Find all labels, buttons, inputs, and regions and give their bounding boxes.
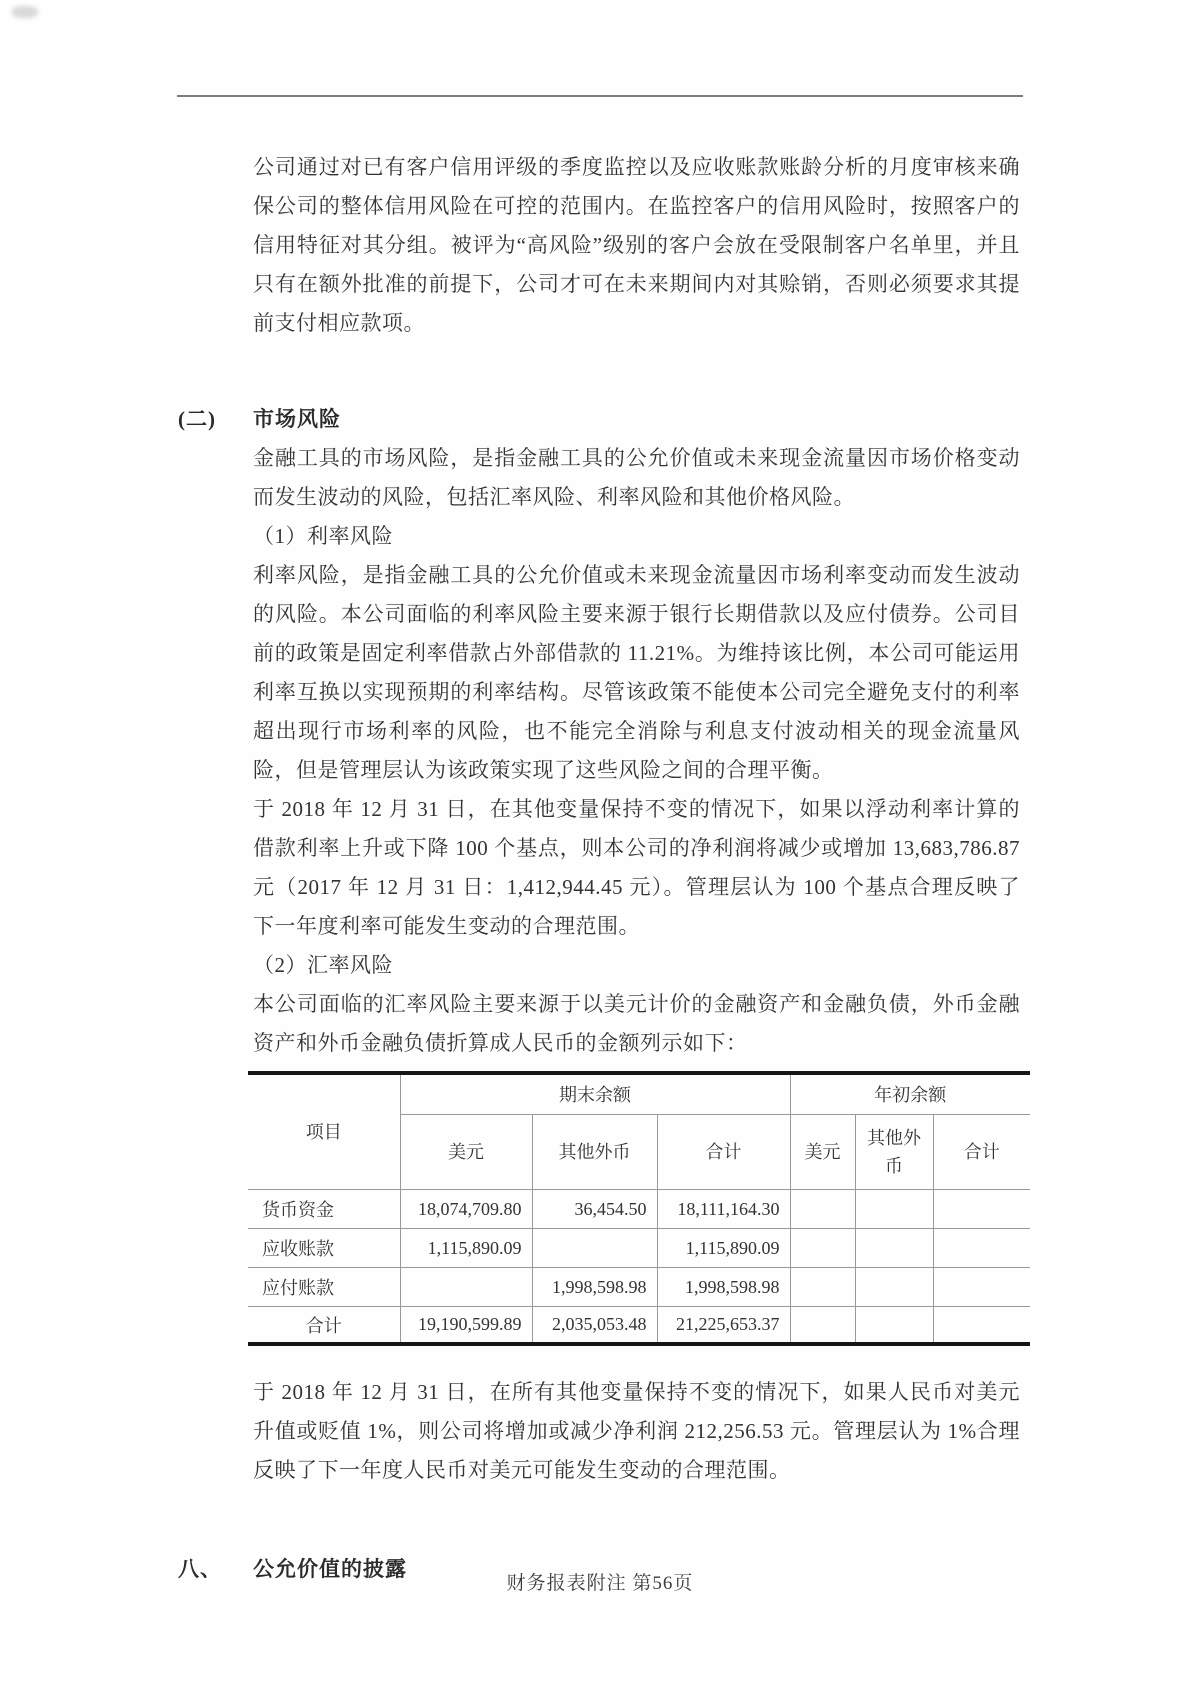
- table-cell-value: [855, 1268, 933, 1307]
- table-cell-value: [790, 1307, 855, 1345]
- paragraph-exchange-rate-sensitivity: 于 2018 年 12 月 31 日，在所有其他变量保持不变的情况下，如果人民币对美元升值或贬值 1%，则公司将增加或减少净利润 212,256.53 元。管理层认为 1%合理反映了下一年度人民币对美元可能发生变动的合理范围。: [253, 1380, 1020, 1482]
- table-row-payables: [248, 1268, 1030, 1307]
- table-header-opening-balance: 年初余额: [790, 1073, 1030, 1115]
- paragraph-interest-rate-sensitivity: 于 2018 年 12 月 31 日，在其他变量保持不变的情况下，如果以浮动利率计算的借款利率上升或下降 100 个基点，则本公司的净利润将减少或增加 13,683,786.87 元（2017 年 12 月 31 日：1,412,944.45 元）。管理层认为 100 个基点合理反映了下一年度利率可能发生变动的合理范围。: [253, 797, 1020, 938]
- table-cell-value: [855, 1190, 933, 1229]
- table-cell-value: [933, 1190, 1030, 1229]
- table-cell-value: 1,998,598.98: [657, 1268, 790, 1307]
- table-subheader-total-closing: 合计: [657, 1115, 790, 1190]
- table-subheader-other-closing: 其他外币: [532, 1115, 657, 1190]
- table-cell-item: 货币资金: [248, 1190, 400, 1229]
- table-subheader-usd-closing: 美元: [400, 1115, 532, 1190]
- table-cell-value: 1,998,598.98: [532, 1268, 657, 1307]
- paragraph-interest-rate-policy: 利率风险，是指金融工具的公允价值或未来现金流量因市场利率变动而发生波动的风险。本公司面临的利率风险主要来源于银行长期借款以及应付债券。公司目前的政策是固定利率借款占外部借款的 11.21%。为维持该比例，本公司可能运用利率互换以实现预期的利率结构。尽管该政策不能使本公司完全避免支付的利率超出现行市场利率的风险，也不能完全消除与利息支付波动相关的现金流量风险，但是管理层认为该政策实现了这些风险之间的合理平衡。: [253, 563, 1020, 782]
- table-cell-item: 应收账款: [248, 1229, 400, 1268]
- table-cell-item: 合计: [248, 1307, 400, 1345]
- table-subheader-other-opening: 其他外币: [855, 1115, 933, 1190]
- table-cell-value: [790, 1229, 855, 1268]
- section-number: (二): [178, 407, 216, 431]
- table-cell-item: 应付账款: [248, 1268, 400, 1307]
- table-cell-value: 36,454.50: [532, 1190, 657, 1229]
- table-cell-value: 21,225,653.37: [657, 1307, 790, 1345]
- table-header-closing-balance: 期末余额: [400, 1073, 790, 1115]
- table-cell-value: 2,035,053.48: [532, 1307, 657, 1345]
- table-cell-value: 1,115,890.09: [400, 1229, 532, 1268]
- section-title: 市场风险: [253, 407, 341, 431]
- table-cell-value: [790, 1190, 855, 1229]
- table-subheader-usd-opening: 美元: [790, 1115, 855, 1190]
- table-row-cash: [248, 1190, 1030, 1229]
- paragraph-market-risk-intro: 金融工具的市场风险，是指金融工具的公允价值或未来现金流量因市场价格变动而发生波动的风险，包括汇率风险、利率风险和其他价格风险。: [253, 446, 1020, 509]
- table-cell-value: [400, 1268, 532, 1307]
- table-cell-value: [790, 1268, 855, 1307]
- paragraph-credit-risk: 公司通过对已有客户信用评级的季度监控以及应收账款账龄分析的月度审核来确保公司的整体信用风险在可控的范围内。在监控客户的信用风险时，按照客户的信用特征对其分组。被评为“高风险”级别的客户会放在受限制客户名单里，并且只有在额外批准的前提下，公司才可在未来期间内对其赊销，否则必须要求其提前支付相应款项。: [253, 155, 1020, 335]
- table-cell-value: [855, 1229, 933, 1268]
- subheading-interest-rate-risk: （1）利率风险: [253, 524, 393, 548]
- section-title: 公允价值的披露: [253, 1557, 407, 1581]
- fx-exposure-table: [248, 1071, 1030, 1346]
- scan-artifact: [12, 6, 38, 18]
- table-cell-value: [855, 1307, 933, 1345]
- table-cell-value: 18,074,709.80: [400, 1190, 532, 1229]
- table-cell-value: [933, 1229, 1030, 1268]
- table-row-total: [248, 1307, 1030, 1345]
- page-footer: 财务报表附注 第56页: [506, 1573, 694, 1594]
- section-heading-market-risk: [178, 400, 1020, 439]
- table-cell-value: 19,190,599.89: [400, 1307, 532, 1345]
- table-cell-value: [933, 1268, 1030, 1307]
- table-header-item: 项目: [248, 1073, 400, 1190]
- page-content: [178, 148, 1020, 1589]
- table-row-receivables: [248, 1229, 1030, 1268]
- table-cell-value: [532, 1229, 657, 1268]
- subheading-exchange-rate-risk: （2）汇率风险: [253, 953, 393, 977]
- paragraph-exchange-rate-intro: 本公司面临的汇率风险主要来源于以美元计价的金融资产和金融负债，外币金融资产和外币金融负债折算成人民币的金额列示如下：: [253, 992, 1020, 1055]
- table-header-row-groups: [248, 1073, 1030, 1115]
- table-cell-value: 18,111,164.30: [657, 1190, 790, 1229]
- section-number: 八、: [178, 1557, 222, 1581]
- table-cell-value: 1,115,890.09: [657, 1229, 790, 1268]
- table-subheader-total-opening: 合计: [933, 1115, 1030, 1190]
- table-cell-value: [933, 1307, 1030, 1345]
- header-rule: [177, 95, 1023, 97]
